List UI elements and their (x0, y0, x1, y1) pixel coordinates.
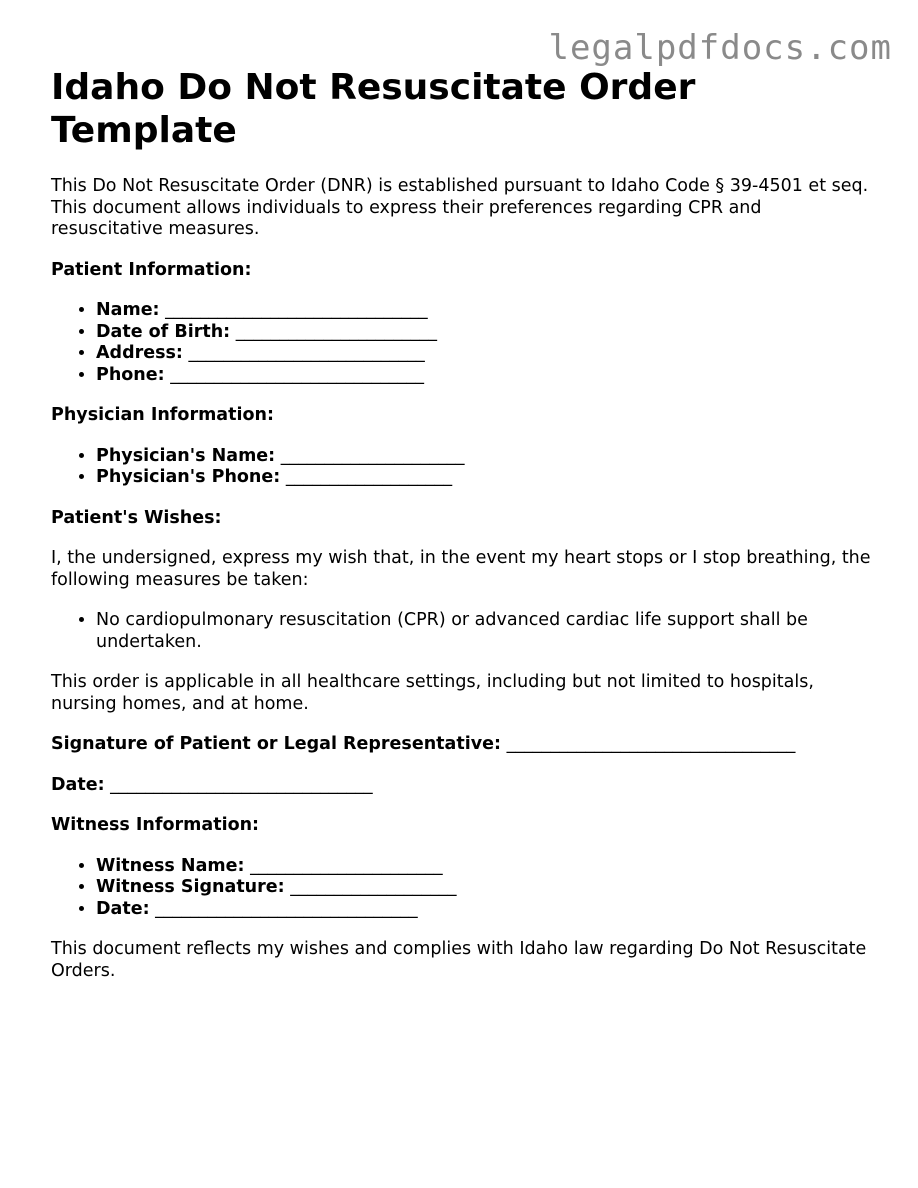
fill-line: ___________________ (290, 877, 457, 897)
date-line (51, 775, 871, 797)
physician-info-list (51, 446, 871, 489)
list-item (96, 322, 871, 344)
closing-paragraph: This document reflects my wishes and complies with Idaho law regarding Do Not Resuscitate Orders. (51, 939, 867, 981)
list-item (96, 365, 871, 387)
witness-info-heading: Witness Information: (51, 815, 260, 835)
applicability-paragraph: This order is applicable in all healthcare settings, including but not limited to hospitals, nursing homes, and at home. (51, 672, 814, 714)
list-item (96, 899, 871, 921)
watermark: legalpdfdocs.com (548, 28, 892, 68)
patient-info-heading: Patient Information: (51, 259, 252, 280)
fill-line: ______________________________ (155, 898, 418, 919)
fill-line: ______________________________ (165, 300, 428, 320)
page-title: Idaho Do Not Resuscitate Order Template (51, 67, 696, 151)
fill-line: ___________________________ (188, 343, 425, 363)
physician-info-heading: Physician Information: (51, 405, 274, 425)
fill-line: _______________________ (235, 321, 438, 342)
fill-line: ______________________________ (110, 774, 373, 795)
field-label: Name: (96, 300, 160, 320)
list-item (96, 467, 871, 489)
list-item (96, 856, 871, 878)
fill-line: _________________________________ (506, 734, 796, 754)
field-label: Physician's Phone: (96, 467, 281, 487)
patient-info-list (51, 300, 871, 386)
wishes-statement: I, the undersigned, express my wish that, in the event my heart stops or I stop breathing, the following measures be taken: (51, 548, 871, 590)
list-item (96, 300, 871, 322)
list-item (96, 343, 871, 365)
field-label: Witness Name: (96, 855, 245, 876)
field-label: Address: (96, 343, 183, 363)
field-label: Phone: (96, 364, 165, 385)
list-item (96, 446, 871, 468)
field-label: Signature of Patient or Legal Representative: (51, 734, 501, 754)
fill-line: ___________________ (285, 467, 453, 487)
document-page (51, 66, 871, 1001)
field-label: Date of Birth: (96, 321, 231, 342)
signature-line (51, 734, 871, 756)
field-label: Witness Signature: (96, 877, 285, 897)
list-item (96, 877, 871, 899)
patient-wishes-heading: Patient's Wishes: (51, 507, 222, 528)
intro-paragraph: This Do Not Resuscitate Order (DNR) is established pursuant to Idaho Code § 39-4501 et seq. This document allows individuals to express their preferences regarding CPR and resuscitative measures. (51, 176, 869, 239)
list-item: • No cardiopulmonary resuscitation (CPR) or advanced cardiac life support shall be undertaken. (96, 610, 871, 653)
fill-line: _____________________________ (170, 364, 424, 385)
witness-info-list (51, 856, 871, 921)
fill-line: ______________________ (250, 855, 443, 876)
field-label: Date: (51, 774, 105, 795)
field-label: Date: (96, 898, 150, 919)
wishes-list (51, 610, 871, 653)
fill-line: _____________________ (280, 445, 465, 466)
field-label: Physician's Name: (96, 445, 276, 466)
